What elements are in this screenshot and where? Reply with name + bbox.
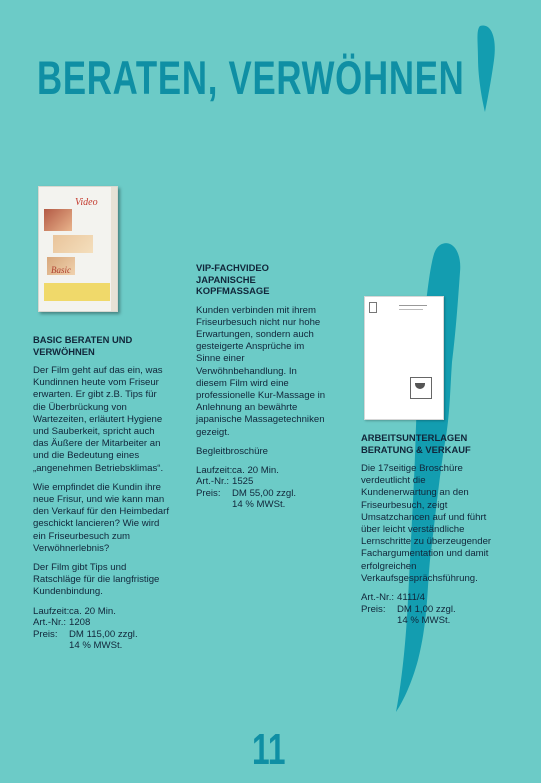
product-vip-fachvideo (196, 262, 330, 511)
product-paragraph: Wie empfindet die Kundin ihre neue Frisur, und wie kann man den Verkauf für den Heimbedarf geschickt lancieren? Wie wird ein Friseurbesuch zum Verwöhnerlebnis? (33, 481, 169, 554)
product-basic-beraten (33, 334, 169, 652)
page-title: BERATEN, VERWÖHNEN (37, 51, 465, 104)
video-logo: Video (75, 197, 98, 208)
cover-photo (44, 209, 72, 231)
brochure-image (364, 296, 444, 420)
cover-photo (53, 235, 93, 253)
product-specs: Laufzeit: ca. 20 Min. Art.-Nr.: 1208 Preis: DM 115,00 zzgl. 14 % MWSt. (33, 605, 138, 652)
product-arbeitsunterlagen (361, 432, 499, 627)
cover-script: Basic (51, 265, 71, 275)
product-heading: BASIC BERATEN UND VERWÖHNEN (33, 334, 133, 357)
product-paragraph: Die 17seitige Broschüre verdeutlicht die Kundenerwartung an den Friseurbesuch, zeigt Umsatzchancen auf und führt über leicht verständliche Lernschritte zu überzeugender Fachargumentation und damit erfolgreichen Verkaufsgesprächsführung. (361, 463, 492, 584)
product-paragraph: Der Film geht auf das ein, was Kundinnen heute vom Friseur erwarten. Er gibt z.B. Tips für die Überbrückung von Wartezeiten, erläutert Hygiene und Sauberkeit, spricht auch das Äußere der Mitarbeiter an und die Bedeutung eines „angenehmen Betriebsklimas“. (33, 365, 164, 474)
cover-title-band (44, 283, 110, 301)
product-specs: Laufzeit: ca. 20 Min. Art.-Nr.: 1525 Preis: DM 55,00 zzgl. 14 % MWSt. (196, 464, 296, 511)
product-paragraph: Begleitbroschüre (196, 445, 268, 457)
product-paragraph: Der Film gibt Tips und Ratschläge für die langfristige Kundenbindung. (33, 562, 160, 598)
product-specs: Art.-Nr.: 4111/4 Preis: DM 1,00 zzgl. 14 % MWSt. (361, 592, 456, 627)
product-paragraph: Kunden verbinden mit ihrem Friseurbesuch nicht nur hohe Erwartungen, sondern auch gesteigerte Ansprüche im Sinne einer Verwöhnbehandlung. In diesem Film wird eine professionelle Kur-Massage in Anlehnung an bewährte japanische Massagetechniken gezeigt. (196, 304, 326, 438)
video-cassette-cover (38, 186, 118, 312)
page-number: 11 (252, 725, 286, 774)
product-heading: VIP-FACHVIDEO JAPANISCHE KOPFMASSAGE (196, 262, 270, 296)
product-heading: ARBEITSUNTERLAGEN BERATUNG & VERKAUF (361, 432, 471, 455)
